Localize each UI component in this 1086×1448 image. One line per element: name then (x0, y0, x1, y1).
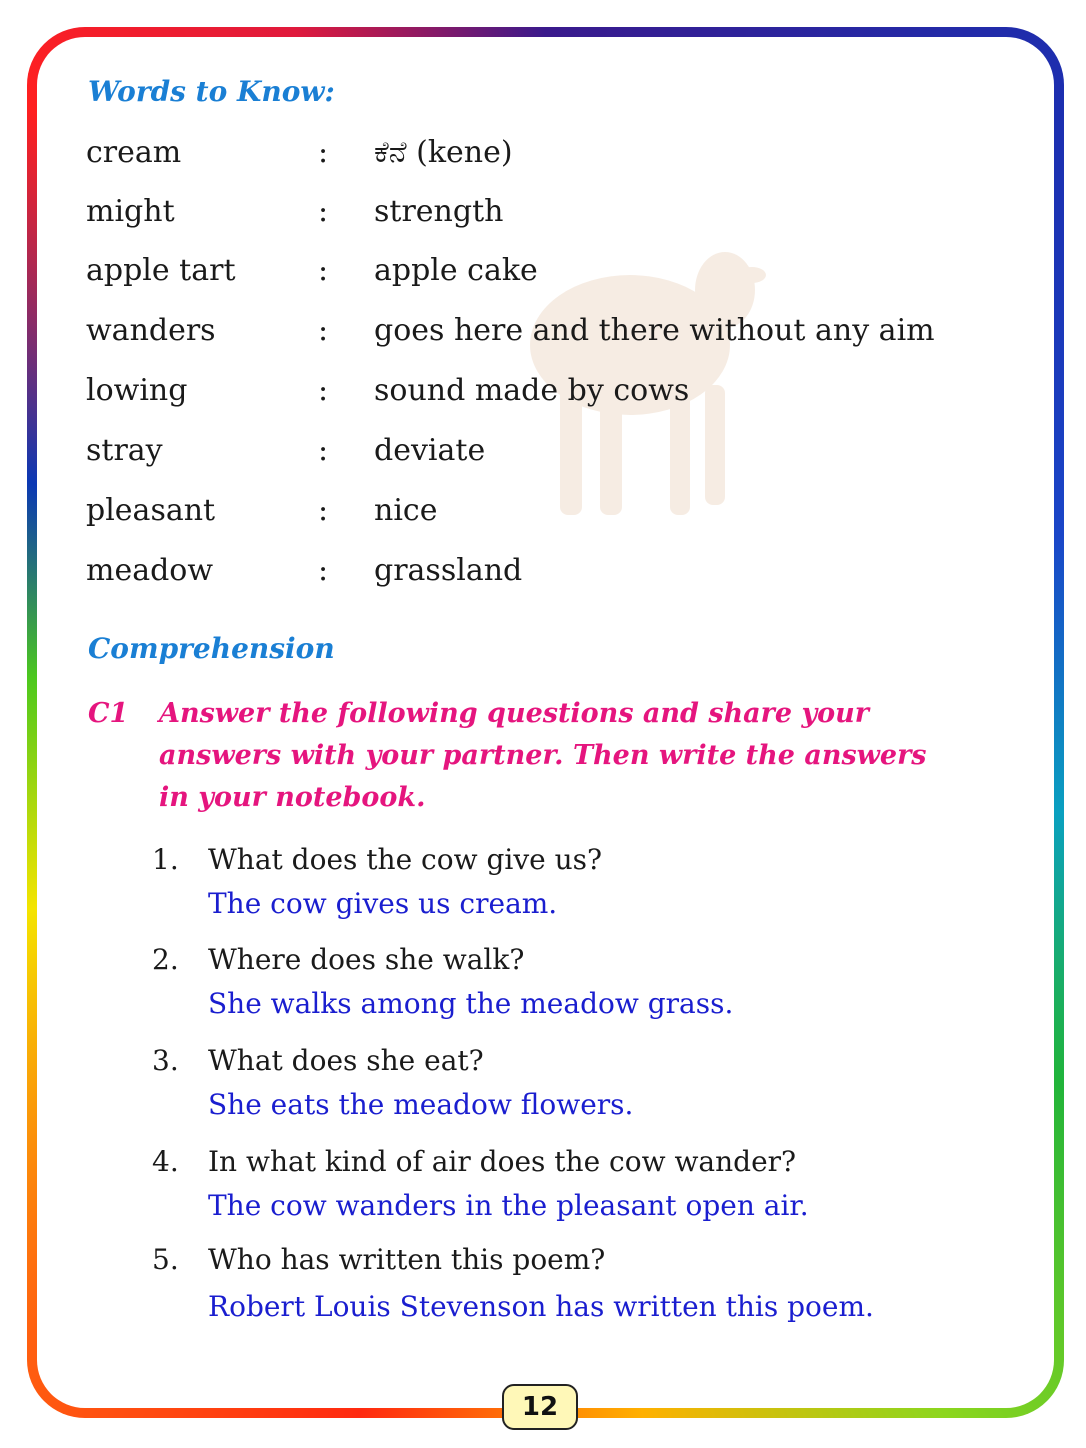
question-text: Who has written this poem? (208, 1243, 606, 1276)
answer-text: She eats the meadow flowers. (208, 1088, 634, 1121)
answer-text: Robert Louis Stevenson has written this poem. (208, 1290, 874, 1323)
vocab-meaning: ಕೆನೆ (kene) (374, 135, 513, 170)
vocab-word: cream (86, 135, 182, 170)
question-number: 4. (152, 1145, 179, 1178)
vocab-word: meadow (86, 553, 214, 588)
vocab-meaning: sound made by cows (374, 373, 690, 408)
question-number: 2. (152, 943, 179, 976)
answer-text: The cow wanders in the pleasant open air. (208, 1189, 809, 1222)
vocab-meaning: goes here and there without any aim (374, 313, 935, 348)
vocab-word: wanders (86, 313, 216, 348)
comprehension-heading: Comprehension (88, 632, 335, 665)
words-to-know-heading: Words to Know: (88, 75, 335, 108)
vocab-word: might (86, 194, 175, 229)
question-number: 5. (152, 1243, 179, 1276)
vocab-colon: : (318, 253, 329, 288)
instruction-text: Answer the following questions and share your answers with your partner. Then write the answers in your notebook. (159, 698, 927, 813)
vocab-colon: : (318, 553, 329, 588)
question-text: In what kind of air does the cow wander? (208, 1145, 797, 1178)
question-text: What does the cow give us? (208, 843, 603, 876)
question-number: 1. (152, 843, 179, 876)
question-number: 3. (152, 1044, 179, 1077)
vocab-colon: : (318, 493, 329, 528)
vocab-colon: : (318, 373, 329, 408)
instruction-label: C1 (88, 698, 129, 729)
vocab-meaning: nice (374, 493, 438, 528)
vocab-colon: : (318, 433, 329, 468)
question-text: Where does she walk? (208, 943, 525, 976)
vocab-colon: : (318, 313, 329, 348)
vocab-word: apple tart (86, 253, 236, 288)
page-number-badge: 12 (502, 1384, 578, 1430)
answer-text: The cow gives us cream. (208, 887, 558, 920)
question-text: What does she eat? (208, 1044, 484, 1077)
vocab-meaning: apple cake (374, 253, 538, 288)
vocab-meaning: deviate (374, 433, 486, 468)
vocab-meaning: grassland (374, 553, 523, 588)
answer-text: She walks among the meadow grass. (208, 987, 734, 1020)
vocab-meaning: strength (374, 194, 504, 229)
vocab-word: stray (86, 433, 163, 468)
vocab-colon: : (318, 194, 329, 229)
vocab-word: pleasant (86, 493, 216, 528)
vocab-word: lowing (86, 373, 188, 408)
vocab-colon: : (318, 135, 329, 170)
